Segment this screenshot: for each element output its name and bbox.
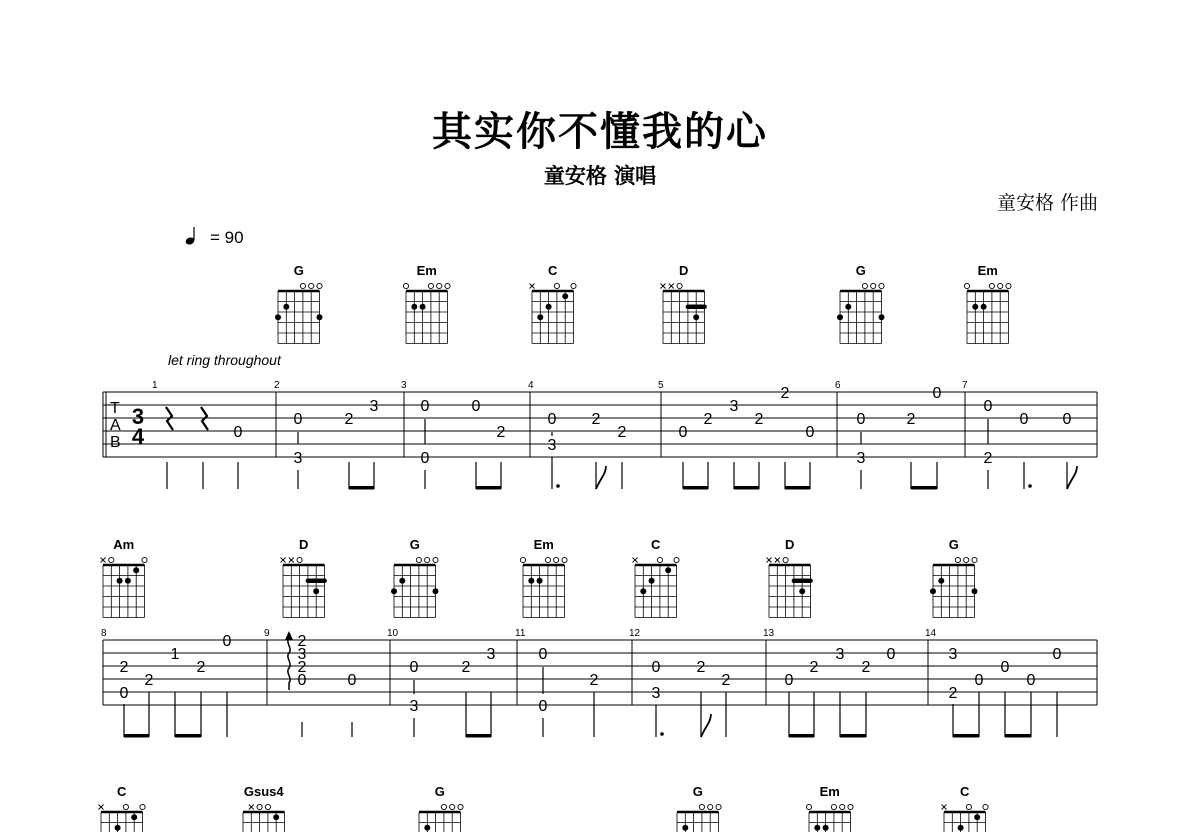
finger-dot <box>420 304 426 310</box>
chord-diagram-g <box>930 537 978 618</box>
tab-note: 0 <box>1026 672 1036 689</box>
open-string-icon <box>433 557 438 562</box>
finger-dot <box>411 304 417 310</box>
open-string-icon <box>879 283 884 288</box>
open-string-icon <box>677 283 682 288</box>
finger-dot <box>649 578 655 584</box>
open-string-icon <box>998 283 1003 288</box>
chord-diagram-em <box>806 784 853 832</box>
tab-note: 0 <box>293 411 303 428</box>
tab-note: 0 <box>651 659 661 676</box>
open-string-icon <box>297 557 302 562</box>
tab-note: 0 <box>886 646 896 663</box>
tab-note: 3 <box>486 646 496 663</box>
chord-name: C <box>117 784 127 799</box>
performance-note: let ring throughout <box>168 352 281 368</box>
open-string-icon <box>309 283 314 288</box>
finger-dot <box>823 825 829 831</box>
muted-string-icon <box>249 805 254 810</box>
open-string-icon <box>699 804 704 809</box>
chord-diagrams <box>99 263 1012 832</box>
tab-note: 0 <box>1019 411 1029 428</box>
chord-name: Em <box>819 784 840 799</box>
tab-note: 0 <box>420 398 430 415</box>
chord-diagram-gsus4 <box>240 784 288 832</box>
tab-note: 0 <box>1062 411 1072 428</box>
chord-diagram-g <box>837 263 885 344</box>
open-string-icon <box>428 283 433 288</box>
tab-note: 0 <box>547 411 557 428</box>
finger-dot <box>275 314 281 320</box>
open-string-icon <box>458 804 463 809</box>
muted-string-icon <box>661 284 666 289</box>
tab-system-1 <box>103 380 1097 490</box>
tab-note: 2 <box>297 633 307 650</box>
chord-diagram-d <box>767 537 811 618</box>
open-string-icon <box>450 804 455 809</box>
open-string-icon <box>571 283 576 288</box>
finger-dot <box>562 293 568 299</box>
finger-dot <box>845 304 851 310</box>
chord-name: Em <box>416 263 437 278</box>
tab-note: 3 <box>856 450 866 467</box>
open-string-icon <box>840 804 845 809</box>
chord-name: Gsus4 <box>243 784 284 799</box>
finger-dot <box>546 304 552 310</box>
finger-dot <box>981 304 987 310</box>
finger-dot <box>537 314 543 320</box>
finger-dot <box>682 825 688 831</box>
tab-note: 0 <box>297 672 307 689</box>
finger-dot <box>814 825 820 831</box>
tab-note: 2 <box>617 424 627 441</box>
open-string-icon <box>657 557 662 562</box>
open-string-icon <box>972 557 977 562</box>
chord-diagram-g <box>275 263 323 344</box>
measure-number: 9 <box>264 628 270 639</box>
open-string-icon <box>441 804 446 809</box>
tab-note: 2 <box>754 411 764 428</box>
open-string-icon <box>425 557 430 562</box>
tempo-value: = 90 <box>210 228 244 247</box>
tab-note: 0 <box>805 424 815 441</box>
chord-diagram-c <box>99 784 146 832</box>
open-string-icon <box>142 557 147 562</box>
tab-note: 2 <box>809 659 819 676</box>
tab-note: 0 <box>538 646 548 663</box>
tab-note: 0 <box>420 450 430 467</box>
finger-dot <box>399 578 405 584</box>
tab-note: 3 <box>729 398 739 415</box>
muted-string-icon <box>633 558 638 563</box>
chord-name: G <box>855 263 866 278</box>
measure-number: 14 <box>925 628 937 639</box>
tab-note: 0 <box>932 385 942 402</box>
finger-dot <box>972 588 978 594</box>
open-string-icon <box>109 557 114 562</box>
chord-diagram-d <box>281 537 325 618</box>
finger-dot <box>273 814 279 820</box>
open-string-icon <box>520 557 525 562</box>
tab-note: 0 <box>784 672 794 689</box>
open-string-icon <box>989 283 994 288</box>
tab-note: 2 <box>344 411 354 428</box>
chord-name: D <box>785 537 795 552</box>
tab-note: 2 <box>696 659 706 676</box>
tab-note: 0 <box>538 698 548 715</box>
song-title: 其实你不懂我的心 <box>432 109 768 155</box>
chord-diagram-em <box>964 263 1011 344</box>
chord-name: Em <box>977 263 998 278</box>
composer-credit: 童安格 作曲 <box>996 192 1098 214</box>
tab-note: 2 <box>780 385 790 402</box>
open-string-icon <box>716 804 721 809</box>
tab-note: 0 <box>347 672 357 689</box>
tab-note: 2 <box>461 659 471 676</box>
tab-note: 3 <box>293 450 303 467</box>
muted-string-icon <box>530 284 535 289</box>
chord-name: G <box>692 784 703 799</box>
tab-note: 0 <box>983 398 993 415</box>
tab-note: 0 <box>1052 646 1062 663</box>
tab-note: 0 <box>974 672 984 689</box>
open-string-icon <box>437 283 442 288</box>
tab-note: 0 <box>409 659 419 676</box>
open-string-icon <box>955 557 960 562</box>
chord-diagram-c <box>633 537 680 618</box>
chord-name: D <box>299 537 309 552</box>
tab-note: 0 <box>678 424 688 441</box>
tab-note: 3 <box>651 685 661 702</box>
open-string-icon <box>983 804 988 809</box>
open-string-icon <box>445 283 450 288</box>
tab-note: 2 <box>496 424 506 441</box>
finger-dot <box>537 578 543 584</box>
finger-dot <box>528 578 534 584</box>
tab-note: 0 <box>233 424 243 441</box>
singer-credit: 童安格 演唱 <box>543 164 657 188</box>
arpeggio-icon <box>285 631 293 690</box>
finger-dot <box>930 588 936 594</box>
open-string-icon <box>257 804 262 809</box>
eighth-flag-icon <box>596 466 1077 489</box>
finger-dot <box>125 578 131 584</box>
open-string-icon <box>123 804 128 809</box>
chord-diagram-c <box>942 784 989 832</box>
tab-note: 3 <box>547 437 557 454</box>
open-string-icon <box>848 804 853 809</box>
finger-dot <box>879 314 885 320</box>
tab-note: 0 <box>1000 659 1010 676</box>
finger-dot <box>837 314 843 320</box>
measure-number: 10 <box>387 628 399 639</box>
time-signature-bottom: 4 <box>131 424 145 449</box>
eighth-beams <box>349 484 1032 489</box>
tab-note: 2 <box>591 411 601 428</box>
chord-name: G <box>409 537 420 552</box>
finger-dot <box>115 825 121 831</box>
open-string-icon <box>300 283 305 288</box>
tab-system-2 <box>101 628 1097 738</box>
measure-number: 12 <box>629 628 641 639</box>
open-string-icon <box>966 804 971 809</box>
open-string-icon <box>416 557 421 562</box>
finger-dot <box>391 588 397 594</box>
finger-dot <box>799 588 805 594</box>
muted-string-icon <box>289 558 294 563</box>
tab-note: 1 <box>170 646 180 663</box>
tab-note: 3 <box>835 646 845 663</box>
measure-number: 11 <box>515 628 526 639</box>
tab-note: 0 <box>471 398 481 415</box>
muted-string-icon <box>101 558 106 563</box>
open-string-icon <box>265 804 270 809</box>
finger-dot <box>424 825 430 831</box>
muted-string-icon <box>775 558 780 563</box>
open-string-icon <box>403 283 408 288</box>
open-string-icon <box>806 804 811 809</box>
finger-dot <box>974 814 980 820</box>
open-string-icon <box>140 804 145 809</box>
chord-name: C <box>960 784 970 799</box>
finger-dot <box>117 578 123 584</box>
tab-note: 0 <box>119 685 129 702</box>
finger-dot <box>433 588 439 594</box>
measure-number: 1 <box>152 380 158 391</box>
eighth-beams <box>124 732 1031 737</box>
open-string-icon <box>708 804 713 809</box>
tab-note: 3 <box>409 698 419 715</box>
tab-note: 2 <box>703 411 713 428</box>
measure-number: 2 <box>274 380 280 391</box>
chord-name: C <box>548 263 558 278</box>
chord-name: C <box>651 537 661 552</box>
tab-note: 2 <box>589 672 599 689</box>
measure-number: 8 <box>101 628 107 639</box>
finger-dot <box>972 304 978 310</box>
tab-note: 2 <box>861 659 871 676</box>
tab-note: 2 <box>144 672 154 689</box>
finger-dot <box>313 588 319 594</box>
open-string-icon <box>545 557 550 562</box>
finger-dot <box>640 588 646 594</box>
chord-diagram-d <box>661 263 705 344</box>
chord-name: G <box>434 784 445 799</box>
finger-dot <box>693 314 699 320</box>
finger-dot <box>958 825 964 831</box>
chord-name: G <box>293 263 304 278</box>
finger-dot <box>131 814 137 820</box>
chord-name: Am <box>113 537 135 552</box>
finger-dot <box>665 567 671 573</box>
open-string-icon <box>317 283 322 288</box>
tab-note: 3 <box>369 398 379 415</box>
tab-note: 2 <box>196 659 206 676</box>
open-string-icon <box>554 557 559 562</box>
open-string-icon <box>783 557 788 562</box>
tab-clef-b: B <box>110 434 121 451</box>
open-string-icon <box>1006 283 1011 288</box>
tab-note: 2 <box>983 450 993 467</box>
finger-dot <box>938 578 944 584</box>
chord-diagram-em <box>520 537 567 618</box>
open-string-icon <box>831 804 836 809</box>
chord-diagram-am <box>101 537 148 618</box>
tab-note: 2 <box>721 672 731 689</box>
measure-number: 5 <box>658 380 664 391</box>
tab-note: 2 <box>297 659 307 676</box>
tab-note: 2 <box>948 685 958 702</box>
chord-name: Em <box>533 537 554 552</box>
tab-clef-a: A <box>110 417 121 434</box>
tab-note: 3 <box>297 646 307 663</box>
finger-dot <box>317 314 323 320</box>
muted-string-icon <box>281 558 286 563</box>
chord-diagram-em <box>403 263 450 344</box>
chord-name: G <box>948 537 959 552</box>
muted-string-icon <box>942 805 947 810</box>
finger-dot <box>283 304 289 310</box>
chord-diagram-g <box>674 784 722 832</box>
measure-number: 13 <box>763 628 775 639</box>
tab-note: 2 <box>906 411 916 428</box>
measure-number: 4 <box>528 380 534 391</box>
tab-note: 0 <box>856 411 866 428</box>
open-string-icon <box>871 283 876 288</box>
chord-name: D <box>679 263 689 278</box>
open-string-icon <box>862 283 867 288</box>
muted-string-icon <box>669 284 674 289</box>
eighth-flag-icon <box>701 714 711 737</box>
chord-diagram-g <box>391 537 439 618</box>
muted-string-icon <box>767 558 772 563</box>
open-string-icon <box>964 283 969 288</box>
open-string-icon <box>554 283 559 288</box>
chord-diagram-c <box>530 263 577 344</box>
tab-note: 2 <box>119 659 129 676</box>
chord-diagram-g <box>416 784 464 832</box>
tab-clef-t: T <box>110 400 120 417</box>
tempo-marking <box>185 227 244 247</box>
open-string-icon <box>562 557 567 562</box>
measure-number: 7 <box>962 380 968 391</box>
muted-string-icon <box>99 805 104 810</box>
measure-number: 3 <box>401 380 407 391</box>
tab-note: 0 <box>222 633 232 650</box>
finger-dot <box>133 567 139 573</box>
tab-note: 3 <box>948 646 958 663</box>
open-string-icon <box>964 557 969 562</box>
open-string-icon <box>674 557 679 562</box>
time-signature-top: 3 <box>131 404 145 429</box>
measure-number: 6 <box>835 380 841 391</box>
